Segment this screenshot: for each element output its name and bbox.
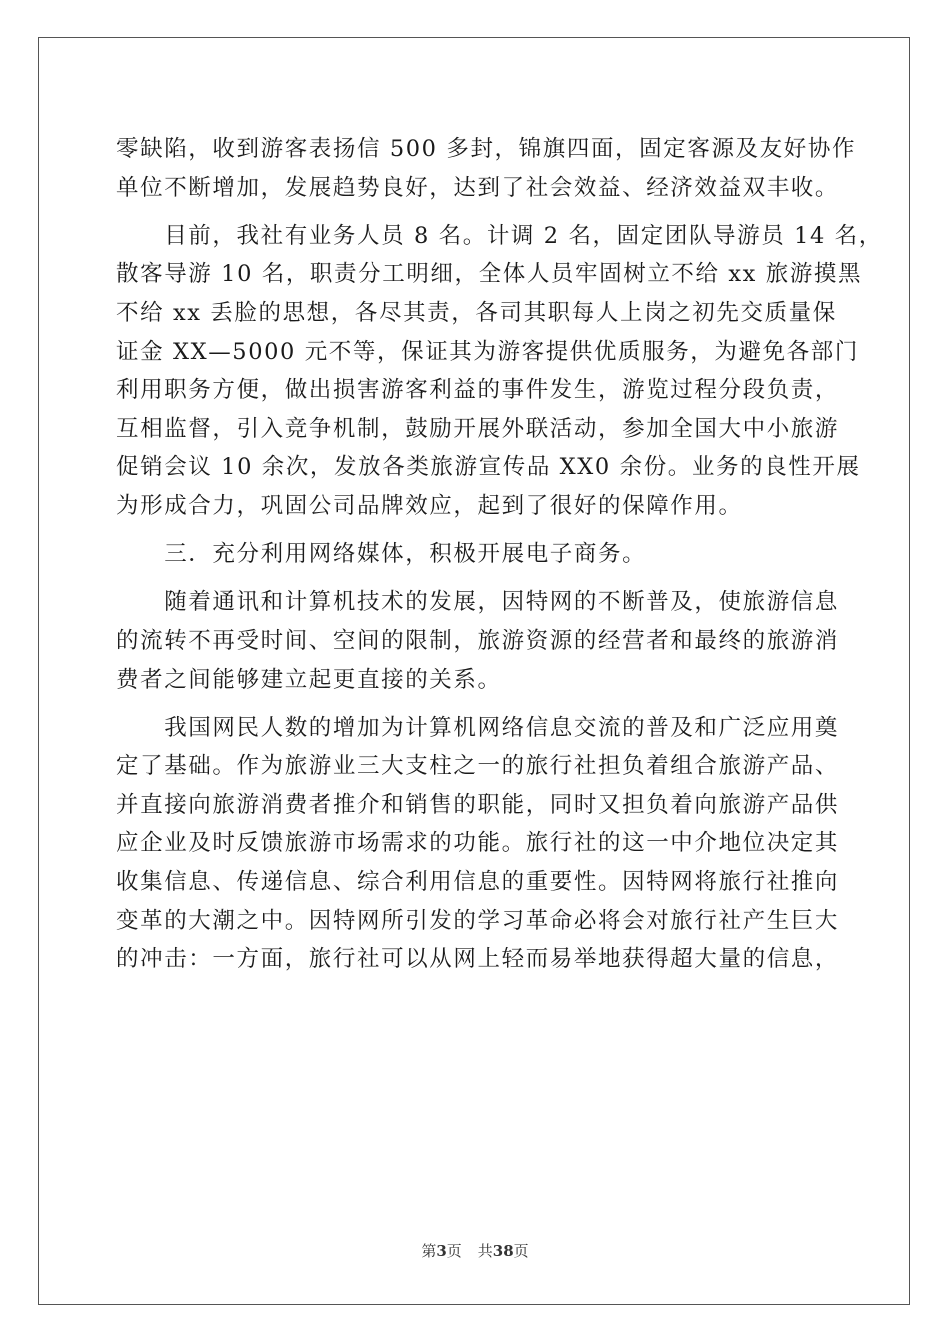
- page-number: 3: [436, 1242, 447, 1260]
- section-heading: [116, 535, 836, 574]
- paragraph-4: [116, 709, 840, 979]
- paragraph-3: [116, 583, 840, 699]
- text-line: 单位不断增加，发展趋势良好，达到了社会效益、经济效益双丰收。: [116, 174, 840, 201]
- text-line: 的冲击：一方面，旅行社可以从网上轻而易举地获得超大量的信息，: [116, 946, 840, 973]
- total-prefix: 共: [477, 1242, 493, 1260]
- text-line: 利用职务方便，做出损害游客利益的事件发生，游览过程分段负责，: [116, 377, 840, 404]
- text-line: 应企业及时反馈旅游市场需求的功能。旅行社的这一中介地位决定其: [116, 830, 840, 857]
- page-prefix: 第: [421, 1242, 437, 1260]
- text-line: 证金 XX—5000 元不等，保证其为游客提供优质服务，为避免各部门: [116, 338, 860, 365]
- page-footer: [0, 1240, 950, 1261]
- paragraph-1: [116, 130, 857, 207]
- text-line: 促销会议 10 余次，发放各类旅游宣传品 XX0 余份。业务的良性开展: [116, 454, 861, 481]
- text-line: 收集信息、传递信息、综合利用信息的重要性。因特网将旅行社推向: [116, 869, 840, 896]
- total-pages: 38: [492, 1242, 514, 1260]
- text-line: 为形成合力，巩固公司品牌效应，起到了很好的保障作用。: [116, 492, 743, 519]
- text-line: 费者之间能够建立起更直接的关系。: [116, 666, 502, 693]
- heading-line: 三．充分利用网络媒体，积极开展电子商务。: [116, 541, 647, 568]
- text-line: 零缺陷，收到游客表扬信 500 多封，锦旗四面，固定客源及友好协作: [116, 136, 857, 162]
- text-line: 我国网民人数的增加为计算机网络信息交流的普及和广泛应用奠: [116, 714, 840, 741]
- text-line: 不给 xx 丢脸的思想，各尽其责，各司其职每人上岗之初先交质量保: [116, 299, 837, 326]
- paragraph-2: [116, 217, 883, 526]
- text-line: 随着通讯和计算机技术的发展，因特网的不断普及，使旅游信息: [116, 589, 840, 616]
- text-line: 的流转不再受时间、空间的限制，旅游资源的经营者和最终的旅游消: [116, 627, 840, 654]
- text-line: 并直接向旅游消费者推介和销售的职能，同时又担负着向旅游产品供: [116, 791, 840, 818]
- text-line: 互相监督，引入竞争机制，鼓励开展外联活动，参加全国大中小旅游: [116, 415, 840, 442]
- text-line: 变革的大潮之中。因特网所引发的学习革命必将会对旅行社产生巨大: [116, 907, 840, 934]
- document-body: [116, 130, 883, 979]
- total-suffix: 页: [513, 1242, 529, 1260]
- text-line: 目前，我社有业务人员 8 名。计调 2 名，固定团队导游员 14 名，: [116, 222, 883, 249]
- text-line: 定了基础。作为旅游业三大支柱之一的旅行社担负着组合旅游产品、: [116, 753, 840, 780]
- text-line: 散客导游 10 名，职责分工明细，全体人员牢固树立不给 xx 旅游摸黑: [116, 261, 863, 288]
- page-suffix: 页: [446, 1242, 462, 1260]
